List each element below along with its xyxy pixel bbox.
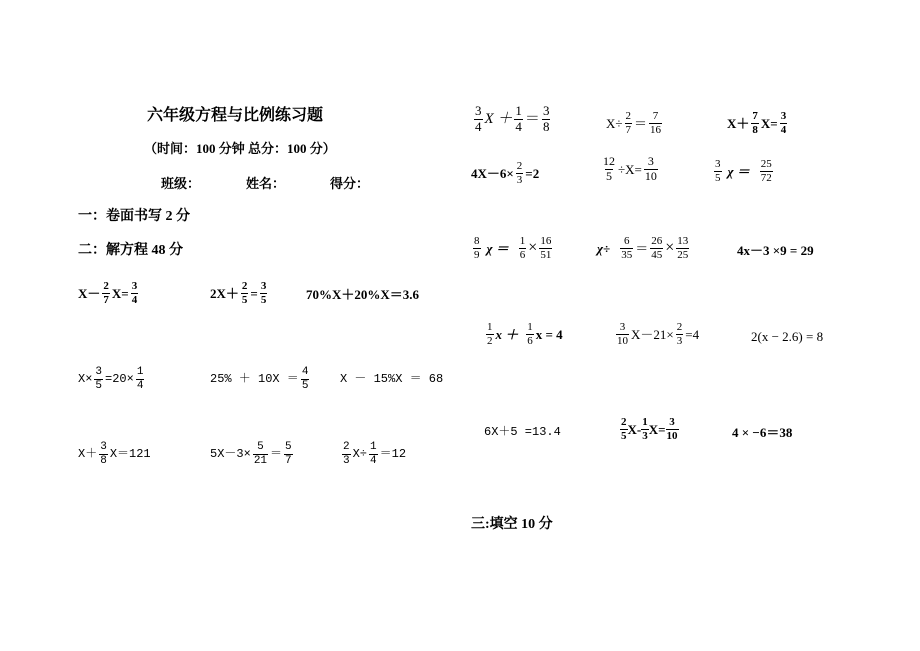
numerator: 3 (619, 321, 626, 333)
denominator: 5 (621, 429, 627, 442)
numerator: 2 (343, 441, 350, 453)
fraction (514, 104, 523, 135)
numerator: 6 (623, 235, 630, 247)
denominator: 4 (780, 123, 787, 136)
numerator: 2 (241, 280, 248, 292)
fraction (253, 441, 268, 467)
fraction (602, 155, 616, 184)
fraction (94, 366, 103, 392)
denominator: 3 (343, 454, 350, 467)
numerator: 13 (677, 235, 689, 247)
section-equations: 二：解方程 48 分 (78, 243, 183, 258)
denominator: 10 (617, 334, 628, 347)
denominator: 3 (516, 173, 523, 186)
eq-text: X= (648, 421, 666, 437)
numerator: 3 (669, 416, 675, 428)
equation-r9 (737, 244, 814, 257)
fraction (369, 441, 378, 467)
denominator: 5 (301, 379, 309, 392)
equation-r8 (597, 235, 691, 261)
fraction (620, 235, 633, 261)
eq-text: 6X＋5 =13.4 (484, 425, 561, 439)
eq-text: X － 15%X ＝ 68 (340, 372, 444, 386)
numerator: 7 (752, 110, 758, 122)
name-label: 姓名： (246, 176, 286, 191)
eq-text: x = 4 (535, 326, 563, 342)
numerator: 1 (487, 321, 493, 333)
eq-text: 4X－6× (471, 165, 514, 181)
fraction (301, 366, 310, 392)
eq-text: ＝ (635, 240, 649, 256)
denominator: 51 (540, 248, 552, 261)
fraction (241, 280, 249, 306)
denominator: 6 (519, 248, 526, 261)
fraction (519, 235, 527, 261)
equation-r7 (471, 235, 554, 261)
fraction (342, 441, 351, 467)
eq-text: =2 (525, 165, 540, 181)
page-title: 六年级方程与比例练习题 (147, 107, 324, 124)
eq-text: ＝ (270, 447, 283, 462)
numerator: 1 (642, 416, 648, 428)
numerator: 2 (516, 160, 523, 172)
fraction (131, 280, 139, 306)
fraction (760, 158, 773, 184)
numerator: 8 (474, 235, 480, 247)
eq-text: × (528, 239, 538, 257)
denominator: 25 (677, 248, 689, 261)
numerator: 1 (136, 366, 144, 378)
section-handwriting: 一：卷面书写 2 分 (78, 209, 190, 224)
numerator: 3 (542, 103, 550, 118)
equation-r4 (471, 160, 539, 186)
numerator: 16 (540, 235, 552, 247)
equation-r13 (484, 426, 561, 438)
fraction (625, 110, 633, 136)
denominator: 2 (487, 334, 493, 347)
equation-r14 (620, 416, 679, 442)
equation-l4 (78, 366, 146, 392)
fraction (473, 235, 481, 261)
numerator: 3 (475, 103, 482, 118)
fraction (102, 280, 110, 306)
fraction (99, 441, 108, 467)
eq-text: 70%X＋20%X＝3.6 (306, 287, 420, 302)
numerator: 25 (760, 158, 772, 170)
class-label: 班级： (161, 176, 201, 191)
fraction (780, 110, 788, 136)
equation-r5 (600, 155, 660, 184)
denominator: 8 (752, 123, 758, 136)
eq-text: × (665, 239, 675, 257)
eq-text: ＝ (634, 115, 648, 131)
fraction (676, 321, 684, 347)
fraction (649, 110, 662, 136)
denominator: 5 (606, 168, 612, 183)
numerator: 4 (301, 366, 309, 378)
numerator: 5 (285, 441, 292, 453)
page-subtitle: （时间：100 分钟 总分：100 分） (144, 141, 336, 156)
denominator: 5 (260, 293, 267, 306)
numerator: 3 (647, 154, 654, 168)
fraction (666, 416, 679, 442)
eq-text: X× (78, 372, 93, 387)
numerator: 1 (519, 235, 526, 247)
numerator: 3 (131, 280, 138, 292)
numerator: 5 (257, 441, 264, 453)
eq-text: 2X＋ (210, 285, 239, 301)
eq-text: 2(x − 2.6) = 8 (751, 329, 824, 344)
equation-r15 (732, 426, 792, 439)
numerator: 7 (652, 110, 659, 122)
numerator: 3 (780, 110, 787, 122)
eq-text: 4x－3 ×9 = 29 (737, 243, 814, 258)
eq-text: X÷ (352, 447, 368, 462)
equation-r11 (614, 321, 699, 347)
equation-l2 (210, 280, 269, 306)
denominator: 35 (621, 248, 633, 261)
eq-text: χ ＝ (486, 240, 509, 256)
equation-r6 (712, 158, 775, 184)
eq-text: = (250, 285, 258, 301)
eq-text: X= (760, 115, 778, 131)
eq-text: X＋ (727, 115, 750, 131)
denominator: 4 (475, 118, 482, 134)
fraction (260, 280, 268, 306)
equation-l8 (210, 441, 295, 467)
denominator: 6 (527, 334, 533, 347)
denominator: 8 (542, 118, 550, 134)
denominator: 10 (666, 429, 678, 442)
eq-text: x ＋ (495, 326, 519, 342)
denominator: 3 (676, 334, 683, 347)
eq-text: X＝121 (109, 447, 151, 462)
eq-text: =4 (685, 326, 700, 342)
eq-text: =20× (105, 372, 134, 387)
fraction (542, 104, 551, 135)
denominator: 7 (285, 454, 292, 467)
equation-l6 (340, 373, 443, 385)
fraction (641, 416, 649, 442)
numerator: 2 (676, 321, 683, 333)
equation-r12 (751, 330, 823, 343)
numerator: 1 (527, 321, 533, 333)
eq-text: ＝12 (379, 447, 407, 462)
fraction (650, 235, 663, 261)
numerator: 12 (603, 154, 615, 168)
numerator: 1 (515, 103, 522, 118)
eq-text: X－ (78, 285, 101, 301)
fraction (526, 321, 534, 347)
numerator: 3 (260, 280, 267, 292)
equation-r2 (606, 110, 664, 136)
eq-text: χ ＝ (727, 163, 750, 179)
eq-text: ＝ (524, 110, 540, 127)
fraction (539, 235, 552, 261)
fraction (676, 235, 689, 261)
eq-text: X＋ (78, 447, 98, 462)
fraction (620, 416, 628, 442)
eq-text: 25% ＋ 10X ＝ (210, 372, 299, 387)
eq-text: X ＋ (484, 110, 513, 127)
eq-text: 4 × −6＝38 (732, 425, 793, 440)
equation-l5 (210, 366, 311, 392)
fraction (714, 158, 722, 184)
fraction (486, 321, 494, 347)
numerator: 2 (103, 280, 109, 292)
fraction (751, 110, 759, 136)
eq-text: X= (111, 285, 129, 301)
denominator: 72 (760, 171, 772, 184)
fraction (474, 104, 483, 135)
equation-l9 (340, 441, 406, 467)
denominator: 9 (474, 248, 480, 261)
numerator: 3 (715, 158, 721, 170)
eq-text: X÷ (606, 115, 623, 131)
eq-text: X- (627, 421, 642, 437)
eq-text: 5X－3× (210, 447, 251, 462)
numerator: 3 (100, 441, 107, 453)
denominator: 4 (515, 118, 522, 134)
eq-text: ÷X= (618, 161, 642, 177)
fraction (616, 321, 629, 347)
numerator: 26 (651, 235, 663, 247)
denominator: 8 (100, 454, 107, 467)
eq-text: χ÷ (597, 240, 611, 256)
equation-r3 (727, 110, 789, 136)
numerator: 2 (621, 416, 627, 428)
numerator: 2 (625, 110, 632, 122)
denominator: 5 (715, 171, 721, 184)
fraction (284, 441, 293, 467)
numerator: 3 (95, 366, 103, 378)
numerator: 1 (370, 441, 377, 453)
denominator: 4 (370, 454, 377, 467)
denominator: 7 (103, 293, 109, 306)
equation-l1 (78, 280, 140, 306)
section-fill-blank: 三:填空 10 分 (471, 517, 553, 532)
denominator: 3 (642, 429, 648, 442)
denominator: 5 (241, 293, 248, 306)
denominator: 21 (253, 454, 268, 467)
equation-r10 (484, 321, 563, 347)
equation-r1 (472, 104, 552, 135)
denominator: 4 (136, 379, 144, 392)
denominator: 45 (651, 248, 663, 261)
denominator: 7 (625, 123, 632, 136)
denominator: 10 (644, 168, 657, 183)
denominator: 5 (95, 379, 103, 392)
denominator: 4 (131, 293, 138, 306)
fraction (136, 366, 145, 392)
equation-l3 (306, 288, 419, 301)
equation-l7 (78, 441, 151, 467)
eq-text: X－21× (631, 326, 674, 342)
fraction (644, 155, 658, 184)
fraction (516, 160, 524, 186)
denominator: 16 (650, 123, 662, 136)
score-label: 得分： (330, 176, 370, 191)
